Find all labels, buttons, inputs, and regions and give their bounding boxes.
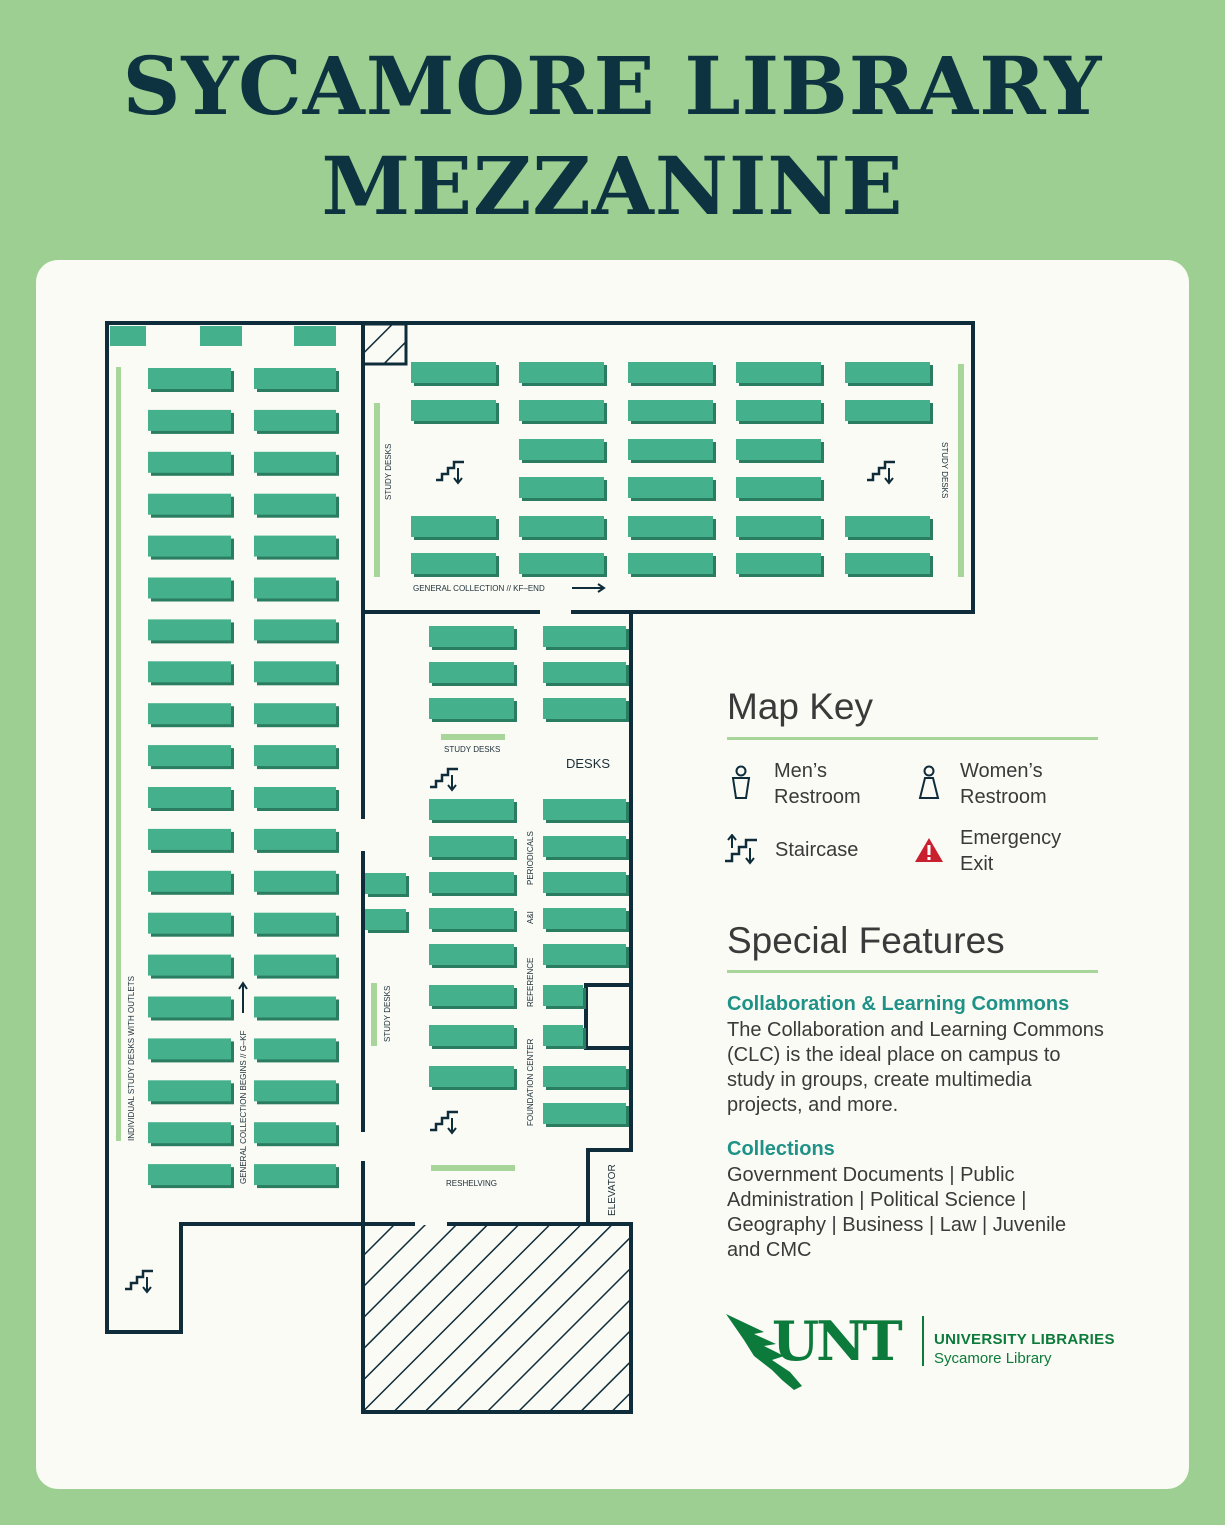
shelf-unit: [543, 944, 629, 968]
shelf-unit: [429, 698, 517, 722]
emergency-exit-label: Emergency Exit: [960, 827, 1062, 875]
shelf-unit: [429, 799, 517, 823]
shelf-unit: [254, 997, 339, 1021]
shelf-unit: [429, 1066, 517, 1090]
clc-title: Collaboration & Learning Commons: [727, 993, 1070, 1015]
shelf-unit: [543, 1025, 586, 1049]
shelf-unit: [429, 872, 517, 896]
special-features-title: Special Features: [727, 920, 1005, 961]
shelf-unit: [254, 368, 339, 392]
hatched-area-bottom: [363, 1225, 631, 1412]
hatched-area-top: [363, 324, 406, 364]
label-desks: DESKS: [566, 756, 611, 771]
shelf-unit: [736, 516, 824, 540]
shelf-unit: [519, 439, 607, 463]
unt-eagle-logo: [724, 1310, 924, 1394]
shelf-unit: [628, 362, 716, 386]
staircase-icon: [430, 1112, 458, 1133]
shelf-unit: [543, 1066, 629, 1090]
shelf-unit: [148, 829, 234, 853]
map-key-title: Map Key: [727, 686, 874, 727]
shelf-unit: [254, 619, 339, 643]
shelf-unit: [148, 410, 234, 434]
shelf-unit: [148, 494, 234, 518]
shelf-unit: [148, 913, 234, 937]
shelf-unit: [148, 578, 234, 602]
shelf-unit: [254, 1038, 339, 1062]
logo-title: UNIVERSITY LIBRARIES: [934, 1331, 1115, 1348]
shelf-unit: [254, 578, 339, 602]
label-study-desks-top-left: STUDY DESKS: [384, 443, 393, 500]
special-features-divider: [727, 970, 1098, 973]
shelf-unit: [519, 553, 607, 577]
shelf-unit: [254, 955, 339, 979]
shelf-unit: [845, 362, 933, 386]
clc-text: The Collaboration and Learning Commons (CLC) is the ideal place on campus to study in groups, create multimedia projects, and more.: [727, 1019, 1104, 1116]
label-study-desks-mid: STUDY DESKS: [444, 745, 501, 754]
shelf-unit: [254, 1080, 339, 1104]
label-elevator: ELEVATOR: [607, 1164, 618, 1216]
map-key-divider: [727, 737, 1098, 740]
shelf-unit: [148, 1164, 234, 1188]
shelf-unit: [254, 1122, 339, 1146]
shelf-unit: [429, 662, 517, 686]
staircase-icon: [436, 462, 464, 483]
shelf-unit: [628, 400, 716, 424]
shelf-unit: [148, 787, 234, 811]
label-reshelving: RESHELVING: [446, 1179, 497, 1188]
shelf-unit: [411, 516, 499, 540]
shelf-unit: [628, 516, 716, 540]
shelf-unit: [429, 908, 517, 932]
shelf-unit: [543, 662, 629, 686]
label-reference: REFERENCE: [526, 957, 535, 1007]
womens-restroom-label: Women’s Restroom: [960, 760, 1047, 808]
page-title-line2: MEZZANINE: [321, 139, 904, 233]
shelf-unit: [365, 873, 409, 897]
label-general-collection-begins: GENERAL COLLECTION BEGINS // G–KF: [239, 1030, 248, 1184]
shelf-unit: [254, 745, 339, 769]
mens-restroom-icon: [730, 765, 752, 801]
label-agi: A&I: [526, 911, 535, 924]
shelf-unit: [254, 536, 339, 560]
shelf-unit: [254, 410, 339, 434]
shelf-unit: [411, 553, 499, 577]
staircase-icon: [724, 834, 758, 866]
staircase-icon: [125, 1271, 153, 1292]
shelf-unit: [628, 439, 716, 463]
logo-subtitle: Sycamore Library: [934, 1350, 1052, 1367]
collections-title: Collections: [727, 1138, 835, 1160]
shelf-unit: [148, 1080, 234, 1104]
mens-restroom-label: Men’s Restroom: [774, 760, 861, 808]
shelf-unit: [148, 1122, 234, 1146]
shelf-unit: [519, 400, 607, 424]
staircase-icon: [430, 769, 458, 790]
shelf-unit: [543, 698, 629, 722]
shelf-unit: [736, 362, 824, 386]
collections-text: Government Documents | Public Administration | Political Science | Geography | Business | Law | Juvenile and CMC: [727, 1164, 1067, 1261]
unt-wordmark: UNT: [772, 1310, 900, 1373]
shelf-unit: [628, 553, 716, 577]
shelf-unit: [148, 745, 234, 769]
shelf-unit: [148, 368, 234, 392]
label-study-desks-top-right: STUDY DESKS: [940, 442, 949, 499]
label-periodicals: PERIODICALS: [526, 831, 535, 885]
shelf-unit: [429, 944, 517, 968]
label-individual-study-desks: INDIVIDUAL STUDY DESKS WITH OUTLETS: [127, 976, 136, 1141]
shelf-unit: [429, 985, 517, 1009]
shelf-unit: [148, 1038, 234, 1062]
arrow-up-icon: [239, 983, 247, 1013]
shelf-unit: [254, 661, 339, 685]
womens-restroom-icon: [918, 765, 940, 801]
shelf-unit: [429, 626, 517, 650]
shelf-unit: [254, 452, 339, 476]
label-study-desks-lower: STUDY DESKS: [383, 985, 392, 1042]
staircase-label: Staircase: [775, 839, 859, 861]
shelf-unit: [543, 872, 629, 896]
shelf-unit: [254, 871, 339, 895]
shelf-unit: [254, 787, 339, 811]
page-title-line1: SYCAMORE LIBRARY: [122, 39, 1103, 133]
shelf-unit: [254, 1164, 339, 1188]
shelf-unit: [148, 703, 234, 727]
shelf-unit: [429, 836, 517, 860]
shelf-unit: [736, 477, 824, 501]
shelf-unit: [254, 913, 339, 937]
shelf-unit: [254, 829, 339, 853]
shelf-unit: [543, 1103, 629, 1127]
shelf-unit: [543, 836, 629, 860]
shelf-unit: [519, 516, 607, 540]
shelf-unit: [628, 477, 716, 501]
shelf-unit: [736, 400, 824, 424]
arrow-right-icon: [572, 584, 604, 592]
shelf-unit: [148, 619, 234, 643]
emergency-exit-icon: [914, 837, 944, 863]
shelf-unit: [148, 997, 234, 1021]
shelf-unit: [519, 477, 607, 501]
staircase-icon: [867, 462, 895, 483]
shelf-unit: [411, 400, 499, 424]
shelf-unit: [543, 908, 629, 932]
shelf-unit: [845, 516, 933, 540]
shelf-unit: [148, 661, 234, 685]
shelf-unit: [411, 362, 499, 386]
shelf-unit: [148, 871, 234, 895]
label-foundation-center: FOUNDATION CENTER: [526, 1038, 535, 1126]
shelf-unit: [543, 799, 629, 823]
shelf-unit: [845, 400, 933, 424]
shelf-unit: [365, 909, 409, 933]
shelf-unit: [254, 494, 339, 518]
shelf-unit: [845, 553, 933, 577]
shelf-unit: [736, 439, 824, 463]
shelf-unit: [148, 955, 234, 979]
shelf-unit: [543, 985, 586, 1009]
label-general-collection-kf-end: GENERAL COLLECTION // KF–END: [413, 584, 545, 593]
shelf-unit: [429, 1025, 517, 1049]
shelf-unit: [148, 536, 234, 560]
shelf-unit: [543, 626, 629, 650]
shelf-unit: [254, 703, 339, 727]
shelf-unit: [148, 452, 234, 476]
shelf-unit: [736, 553, 824, 577]
shelf-unit: [519, 362, 607, 386]
